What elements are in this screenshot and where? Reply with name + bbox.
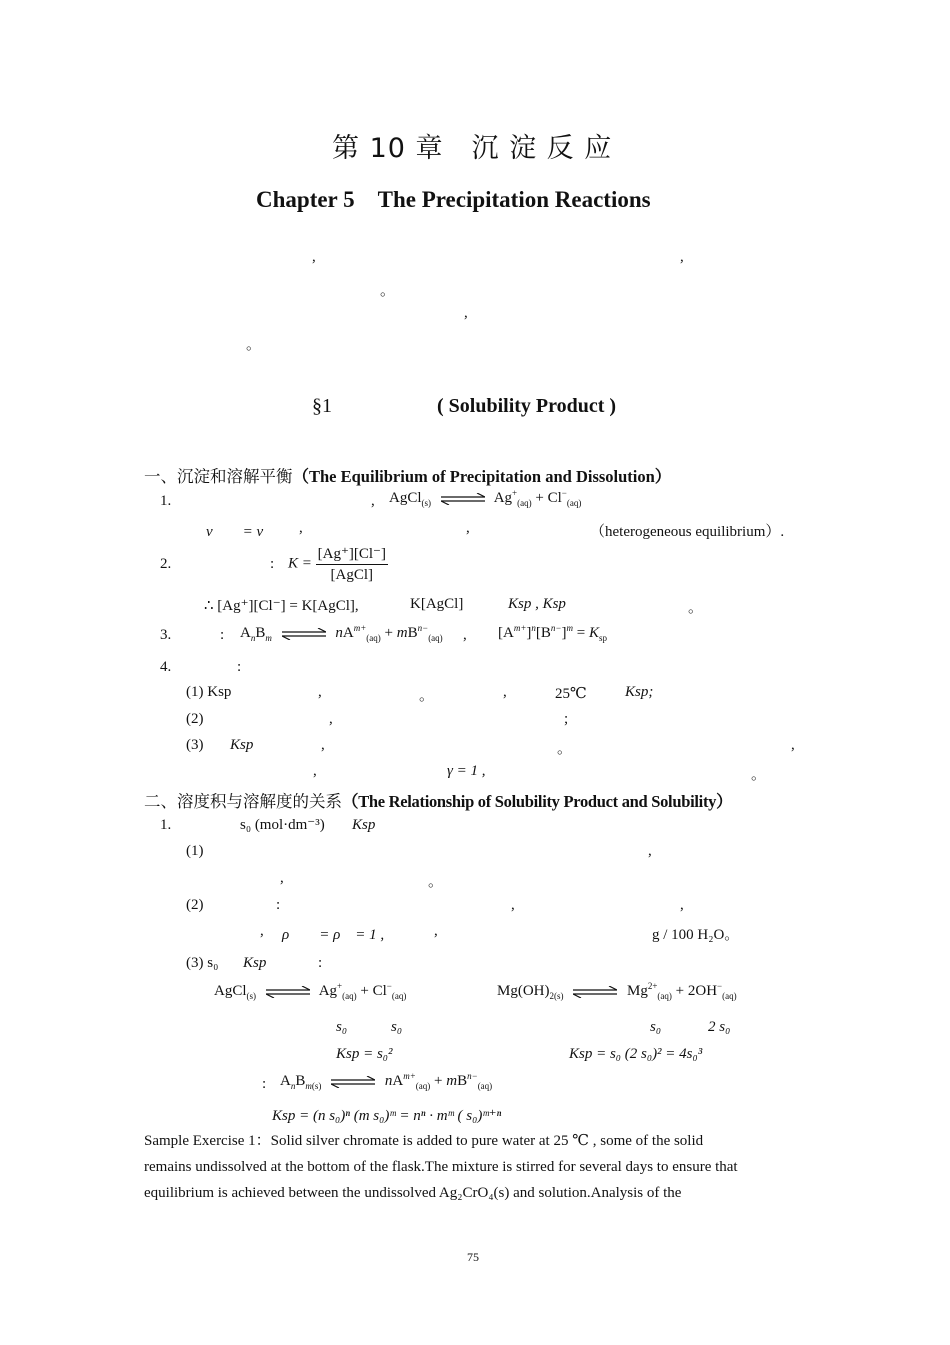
p1-sub3-period2: 。 [751, 767, 767, 783]
k-numerator: [Ag⁺][Cl⁻] [316, 544, 388, 565]
p1-sub3-label: (3) [186, 737, 204, 753]
p2-sub3-label: (3) s₀ [186, 955, 219, 971]
p2-sub1-period: 。 [428, 874, 444, 890]
p2-sub2-rho: ρ = ρ = 1 , [282, 927, 385, 943]
p1-sub2-comma: , [329, 711, 333, 727]
eq-k-expression [288, 544, 388, 584]
ksp-agcl: Ksp = s₀² [336, 1046, 393, 1062]
p1-item2-colon: : [270, 556, 275, 572]
p1-item2-ksp: Ksp , Ksp [508, 596, 566, 612]
p2-item1-num: 1. [160, 817, 172, 833]
equilibrium-arrow-icon [331, 1076, 375, 1088]
p1-item4-num: 4. [160, 659, 172, 675]
general-colon: : [262, 1076, 267, 1092]
intro-punct-4: , [464, 305, 468, 321]
section-title-text: ( Solubility Product ) [437, 395, 617, 417]
p1-sub3-comma2: , [791, 737, 795, 753]
eq-mgoh2: $Mg(OH)_{2(s)}$ $Mg^{2+}_{(aq)} + 2OH^-_{(aq)}$ [497, 981, 737, 1001]
p1-sub3-ksp: Ksp [230, 737, 254, 753]
equilibrium-arrow-icon [266, 986, 310, 998]
p1-item3-comma: , [463, 627, 467, 643]
intro-punct-5: 。 [246, 337, 262, 353]
s0-agcl-ag: s₀ [336, 1019, 348, 1035]
p2-sub1-comma2: , [280, 870, 284, 886]
p2-sub1-comma: , [648, 843, 652, 859]
p1-sub2-label: (2) [186, 711, 204, 727]
part1-header-en: （The Equilibrium of Precipitation and Dissolution） [292, 467, 672, 486]
eq-ksp-general: $[A^{m+}]^n[B^{n-}]^m = K_{sp}$ [498, 623, 607, 643]
section-mark: §1 [312, 395, 332, 417]
p2-item1-ksp: Ksp [352, 817, 376, 833]
p2-sub3-colon: : [318, 955, 323, 971]
p1-sub1-period: 。 [419, 688, 435, 704]
p1-sub3-period: 。 [557, 741, 573, 757]
s0-oh: 2 s₀ [708, 1019, 731, 1035]
eq-general-dissolution: $A_nB_m$ $nA^{m+}_{(aq)} + mB^{n-}_{(aq)}$ [240, 623, 443, 643]
p1-item1-rates: v = v [206, 524, 264, 540]
ksp-general-formula: Ksp = (n s₀)ⁿ (m s₀)ᵐ = nⁿ · mᵐ ( s₀)ᵐ⁺ⁿ [272, 1108, 502, 1124]
page-number: 75 [467, 1250, 479, 1264]
k-fraction [316, 544, 388, 584]
p2-item1-s0: s₀ (mol·dm⁻³) [240, 817, 325, 833]
p1-sub3-gamma: γ = 1 , [447, 763, 486, 779]
p2-sub2-comma3: , [260, 923, 264, 939]
part2-header-cn: 二、溶度积与溶解度的关系 [144, 792, 342, 811]
section-title [437, 395, 616, 418]
eq-agcl-dissolution: AgCl$_{(s)}$ $Ag^+_{(aq)} + Cl^-_{(aq)}$ [389, 488, 582, 508]
p1-item2-num: 2. [160, 556, 172, 572]
intro-punct-2: , [680, 249, 684, 265]
p1-sub1-ksp2: Ksp; [625, 684, 654, 700]
equilibrium-arrow-icon [441, 493, 485, 505]
p1-sub1-comma: , [318, 684, 322, 700]
p2-sub2-comma2: , [680, 897, 684, 913]
p1-sub1-temp: 25℃ [555, 686, 587, 702]
s0-mg: s₀ [650, 1019, 662, 1035]
p1-item1-heterogeneous: （heterogeneous equilibrium）. [590, 524, 785, 540]
equilibrium-arrow-icon [282, 628, 326, 640]
equilibrium-arrow-icon [573, 986, 617, 998]
k-symbol: K = [288, 555, 312, 572]
p1-item3-colon: : [220, 627, 225, 643]
p1-item2-period: 。 [688, 600, 704, 616]
p2-sub1-label: (1) [186, 843, 204, 859]
p2-sub3-ksp: Ksp [243, 955, 267, 971]
sample-exercise [144, 1128, 738, 1206]
p1-item1-comma2: , [299, 520, 303, 536]
part1-header [144, 463, 671, 487]
p1-item1-comma3: , [466, 520, 470, 536]
p2-sub2-unit: g / 100 H₂O。 [652, 927, 740, 943]
p1-item2-k-agcl: K[AgCl] [410, 596, 464, 612]
p2-sub2-label: (2) [186, 897, 204, 913]
p1-sub1-ksp: (1) Ksp [186, 684, 232, 700]
sample-line-1: Sample Exercise 1：Solid silver chromate is added to pure water at 25 ℃ , some of the solid [144, 1133, 704, 1149]
s0-agcl-cl: s₀ [391, 1019, 403, 1035]
eq-general-2: $A_nB_{m(s)}$ $nA^{m+}_{(aq)} + mB^{n-}_{(aq)}$ [280, 1071, 493, 1091]
part2-header [144, 788, 732, 812]
p1-sub2-semicolon: ; [564, 711, 569, 727]
k-denominator: [AgCl] [330, 567, 374, 583]
sample-line-3: equilibrium is achieved between the undissolved Ag₂CrO₄(s) and solution.Analysis of the [144, 1185, 682, 1201]
intro-punct-3: 。 [380, 283, 396, 299]
p1-sub3-comma: , [321, 737, 325, 753]
sample-line-2: remains undissolved at the bottom of the flask.The mixture is stirred for several days to ensure that [144, 1159, 738, 1175]
p1-item3-num: 3. [160, 627, 172, 643]
p2-sub2-colon: : [276, 897, 281, 913]
chapter-title-cn: 第 10 章 沉 淀 反 应 [332, 133, 613, 164]
p1-item4-colon: : [237, 659, 242, 675]
p2-sub2-comma4: , [434, 923, 438, 939]
intro-punct-1: , [312, 249, 316, 265]
ksp-mgoh2: Ksp = s₀ (2 s₀)² = 4s₀³ [569, 1046, 703, 1062]
p1-item2-therefore: ∴ [Ag⁺][Cl⁻] = K[AgCl], [204, 598, 359, 614]
p1-item1-num: 1. [160, 493, 172, 509]
p1-sub1-comma2: , [503, 684, 507, 700]
chapter-title-en: Chapter 5 The Precipitation Reactions [256, 187, 651, 212]
eq-agcl-2: AgCl$_{(s)}$ $Ag^+_{(aq)} + Cl^-_{(aq)}$ [214, 981, 407, 1001]
p1-item1-comma: , [371, 493, 375, 509]
part1-header-cn: 一、沉淀和溶解平衡 [144, 467, 293, 486]
part2-header-en: （The Relationship of Solubility Product and Solubility） [342, 792, 733, 811]
p2-sub2-comma: , [511, 897, 515, 913]
p1-sub3-comma3: , [313, 763, 317, 779]
